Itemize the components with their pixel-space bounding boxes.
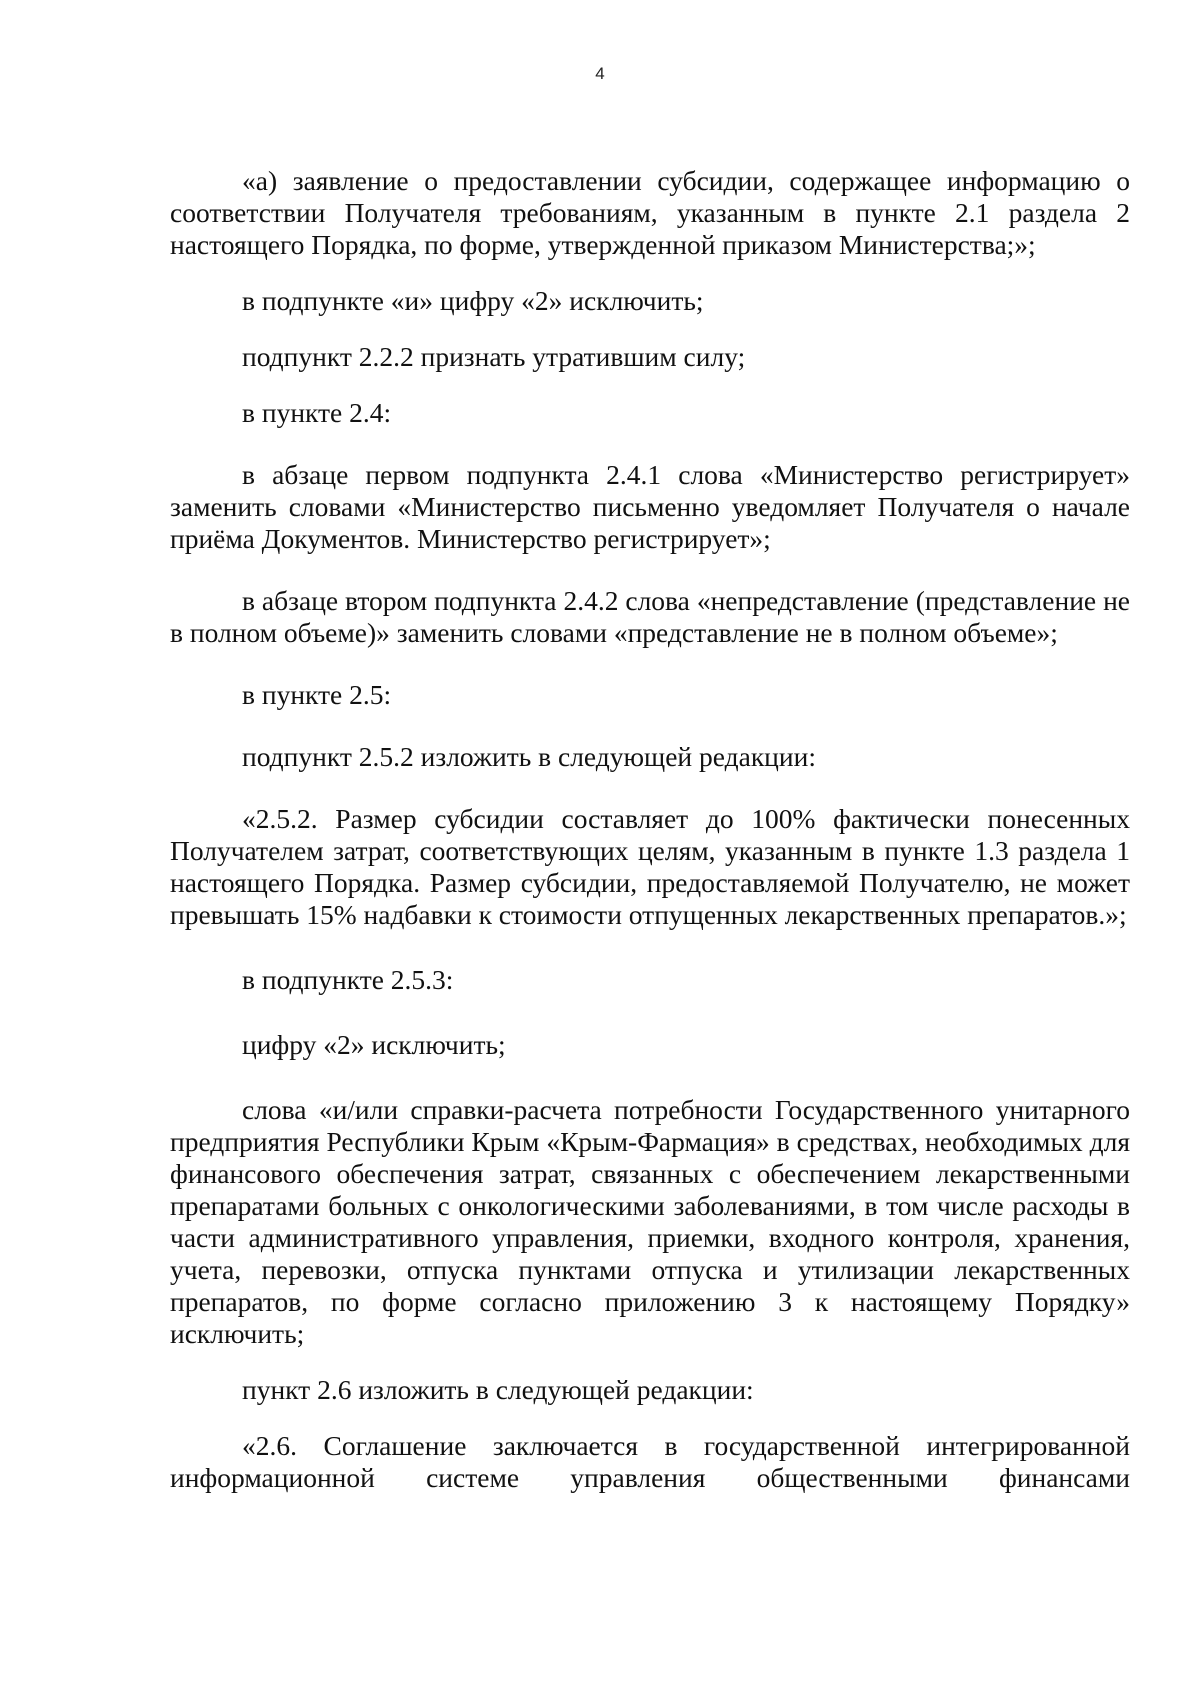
paragraph-2-2-2: подпункт 2.2.2 признать утратившим силу; xyxy=(242,341,746,372)
paragraph-item-2-4: в пункте 2.4: xyxy=(242,397,392,428)
paragraph-subparagraph-a: «а) заявление о предоставлении субсидии, содержащее информацию о соответствии Получателя требованиям, указанным в пункте 2.1 раздела 2 настоящего Порядка, по форме, утвержденной приказом Министерства;»; xyxy=(170,165,1130,260)
paragraph-2-4-1: в абзаце первом подпункта 2.4.1 слова «Министерство регистрирует» заменить словами «Министерство письменно уведомляет Получателя о начале приёма Документов. Министерство регистрирует»; xyxy=(170,459,1130,554)
paragraph-2-5-2-text: «2.5.2. Размер субсидии составляет до 100% фактически понесенных Получателем затрат, соответствующих целям, указанным в пункте 1.3 раздела 1 настоящего Порядка. Размер субсидии, предоставляемой Получателю, не может превышать 15% надбавки к стоимости отпущенных лекарственных препаратов.»; xyxy=(170,803,1130,930)
paragraph-2-6-text: «2.6. Соглашение заключается в государственной интегрированной информационной системе управления общественными финансами xyxy=(170,1430,1130,1493)
paragraph-2-5-2-intro: подпункт 2.5.2 изложить в следующей редакции: xyxy=(242,741,816,772)
paragraph-digit-2: цифру «2» исключить; xyxy=(242,1029,506,1060)
page-number: 4 xyxy=(595,64,605,83)
document-body xyxy=(170,165,1130,1494)
paragraph-2-4-2: в абзаце втором подпункта 2.4.2 слова «непредставление (представление не в полном объеме)» заменить словами «представление не в полном объеме»; xyxy=(170,585,1130,648)
paragraph-subitem-i: в подпункте «и» цифру «2» исключить; xyxy=(242,285,704,316)
paragraph-item-2-5: в пункте 2.5: xyxy=(242,679,392,710)
paragraph-item-2-6-intro: пункт 2.6 изложить в следующей редакции: xyxy=(242,1374,754,1405)
paragraph-words-exclusion: слова «и/или справки-расчета потребности Государственного унитарного предприятия Республики Крым «Крым-Фармация» в средствах, необходимых для финансового обеспечения затрат, связанных с обеспечением лекарственными препаратами больных с онкологическими заболеваниями, в том числе расходы в части административного управления, приемки, входного контроля, хранения, учета, перевозки, отпуска пунктами отпуска и утилизации лекарственных препаратов, по форме согласно приложению 3 к настоящему Порядку» исключить; xyxy=(170,1094,1130,1349)
paragraph-2-5-3: в подпункте 2.5.3: xyxy=(242,964,454,995)
